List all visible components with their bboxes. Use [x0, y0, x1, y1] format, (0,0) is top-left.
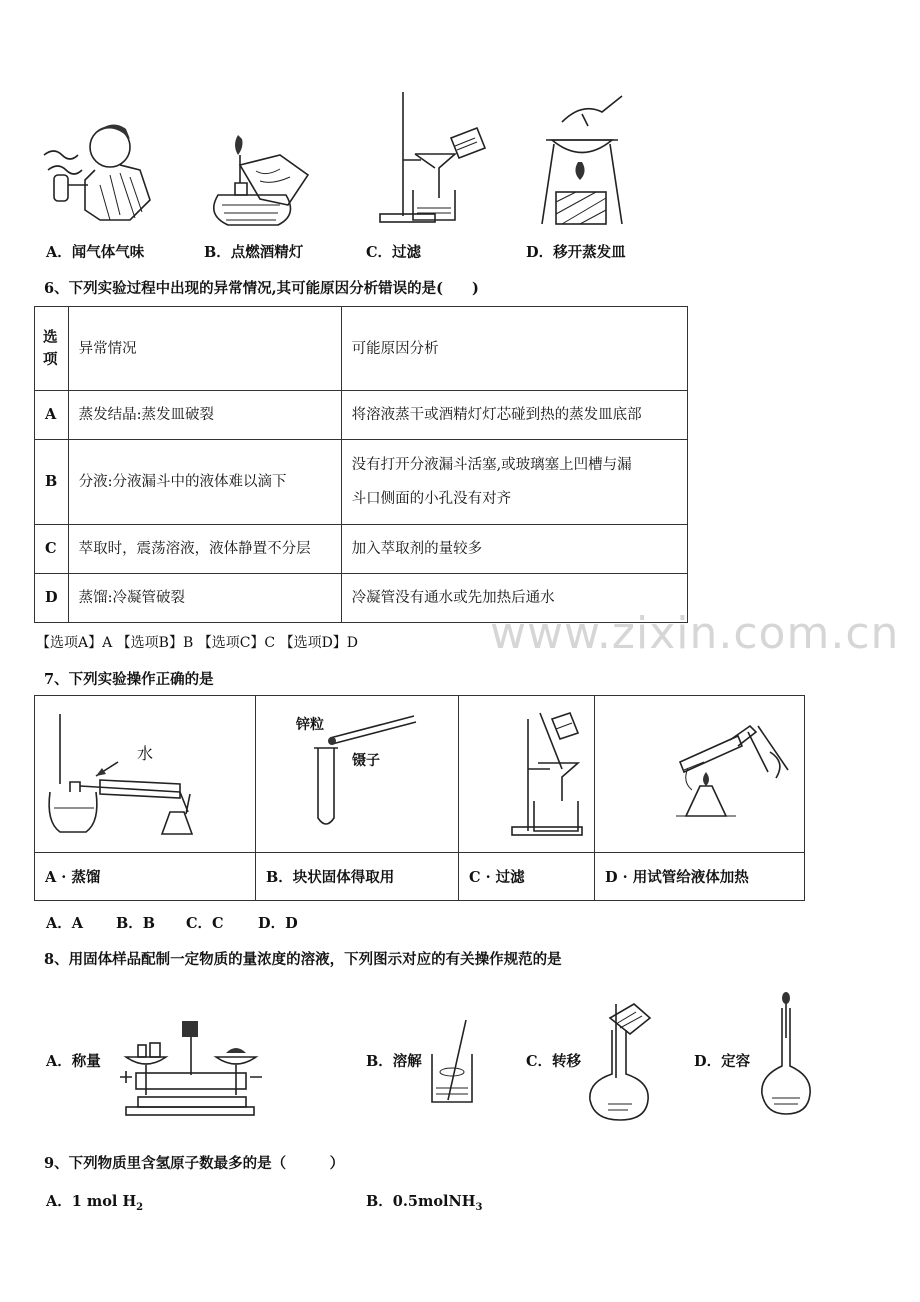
q6-table — [34, 306, 688, 623]
q9-option-b-sub: 3 — [475, 1201, 483, 1213]
q8-option-d[interactable]: D．定容 — [694, 1053, 751, 1070]
q7-caption-d: D · 用试管给液体加热 — [595, 853, 805, 901]
row-reason — [341, 440, 687, 525]
figure-smell-gas — [40, 115, 180, 230]
row-case: 分液:分液漏斗中的液体难以滴下 — [68, 440, 341, 525]
figure-constant-volume — [756, 990, 816, 1120]
row-case: 萃取时，震荡溶液，液体静置不分层 — [68, 525, 341, 574]
row-reason: 冷凝管没有通水或先加热后通水 — [341, 574, 687, 623]
label-zinc: 锌粒 — [296, 717, 324, 733]
figure-transfer — [586, 1000, 656, 1125]
figure-filtration-2 — [506, 709, 636, 841]
q7-caption-row — [35, 853, 805, 901]
q9-option-a-sub: 2 — [136, 1201, 144, 1213]
label-tweezers: 镊子 — [352, 753, 380, 769]
q9-option-a-text: A．1 mol H — [46, 1193, 137, 1210]
label-water: 水 — [137, 744, 154, 763]
row-reason-line: 没有打开分液漏斗活塞,或玻璃塞上凹槽与漏 — [351, 457, 632, 473]
q6-answer-options[interactable]: 【选项A】A 【选项B】B 【选项C】C 【选项D】D — [36, 635, 359, 651]
figure-filtration — [365, 90, 495, 230]
q9-option-a[interactable] — [46, 1190, 143, 1213]
q5-option-c[interactable]: C．过滤 — [366, 244, 422, 261]
row-key: B — [35, 440, 69, 525]
q7-option-a[interactable]: A．A — [46, 915, 84, 932]
row-case: 蒸馏:冷凝管破裂 — [68, 574, 341, 623]
q6-stem: 6、下列实验过程中出现的异常情况,其可能原因分析错误的是( ) — [44, 280, 479, 297]
watermark: www.zixin.com.cn — [490, 608, 900, 659]
row-key: D — [35, 574, 69, 623]
header-option-text: 选项 — [43, 328, 58, 368]
q8-stem: 8、用固体样品配制一定物质的量浓度的溶液，下列图示对应的有关操作规范的是 — [44, 951, 562, 968]
row-reason: 加入萃取剂的量较多 — [341, 525, 687, 574]
table-row — [35, 525, 688, 574]
q8-option-c[interactable]: C．转移 — [526, 1053, 582, 1070]
row-key: C — [35, 525, 69, 574]
q7-option-b[interactable]: B．B — [116, 915, 156, 932]
figure-balance — [116, 1015, 266, 1120]
q7-option-d[interactable]: D．D — [258, 915, 298, 932]
table-header-row — [35, 307, 688, 391]
header-case: 异常情况 — [68, 307, 341, 391]
figure-distillation — [40, 712, 210, 837]
q9-option-b[interactable] — [366, 1190, 482, 1213]
row-case: 蒸发结晶:蒸发皿破裂 — [68, 391, 341, 440]
q9-option-b-text: B．0.5molNH — [366, 1193, 476, 1210]
figure-move-evaporating-dish — [532, 92, 642, 230]
row-reason: 将溶液蒸干或酒精灯灯芯碰到热的蒸发皿底部 — [341, 391, 687, 440]
q8-option-a[interactable]: A．称量 — [46, 1053, 101, 1070]
q7-caption-b: B．块状固体得取用 — [256, 853, 459, 901]
q9-stem: 9、下列物质里含氢原子数最多的是（ ） — [44, 1155, 345, 1172]
figure-solid-sampling — [310, 714, 420, 829]
figure-dissolve — [428, 1018, 478, 1108]
figure-heat-test-tube — [670, 712, 820, 832]
figure-light-alcohol-lamp — [200, 125, 320, 230]
table-row — [35, 440, 688, 525]
q7-caption-a: A · 蒸馏 — [35, 853, 256, 901]
q7-caption-c: C · 过滤 — [459, 853, 595, 901]
q5-option-b[interactable]: B．点燃酒精灯 — [204, 244, 304, 261]
row-key: A — [35, 391, 69, 440]
q5-option-a[interactable]: A．闻气体气味 — [46, 244, 145, 261]
q7-option-c[interactable]: C．C — [186, 915, 224, 932]
header-option — [35, 307, 69, 391]
q7-stem: 7、下列实验操作正确的是 — [44, 671, 214, 688]
table-row — [35, 391, 688, 440]
row-reason-line: 斗口侧面的小孔没有对齐 — [351, 491, 512, 507]
q8-option-b[interactable]: B．溶解 — [366, 1053, 422, 1070]
q5-option-d[interactable]: D．移开蒸发皿 — [526, 244, 626, 261]
header-reason: 可能原因分析 — [341, 307, 687, 391]
